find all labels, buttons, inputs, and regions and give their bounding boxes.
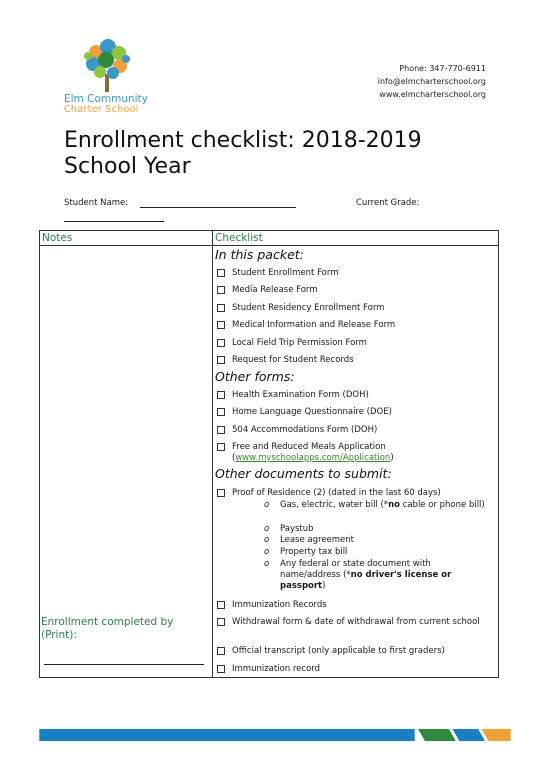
checkbox[interactable] <box>217 647 225 655</box>
meals-application-link[interactable]: www.myschoolapps.com/Application <box>235 453 391 463</box>
checklist-item[interactable]: Withdrawal form & date of withdrawal from current school <box>232 617 497 628</box>
checkbox[interactable] <box>217 286 225 294</box>
checklist-item[interactable]: Local Field Trip Permission Form <box>232 338 497 349</box>
checkbox[interactable] <box>217 304 225 312</box>
checklist-item[interactable]: Health Examination Form (DOH) <box>232 390 497 401</box>
checkbox[interactable] <box>217 339 225 347</box>
page-title: Enrollment checklist: 2018-2019 School Year <box>64 128 422 179</box>
header-divider <box>39 245 499 246</box>
checklist-item[interactable]: Immunization record <box>232 664 497 675</box>
sub-item: o Property tax bill <box>264 547 348 557</box>
notes-header: Notes <box>42 232 73 244</box>
section-packet-title: In this packet: <box>215 247 304 262</box>
checklist-item[interactable]: Request for Student Records <box>232 355 497 366</box>
checklist-item[interactable]: Student Residency Enrollment Form <box>232 303 497 314</box>
checklist-item[interactable]: Media Release Form <box>232 285 497 296</box>
school-logo <box>82 38 132 94</box>
checkbox[interactable] <box>217 391 225 399</box>
sub-item: o Lease agreement <box>264 535 354 545</box>
checklist-header: Checklist <box>215 232 263 244</box>
sub-item: o Paystub <box>264 524 314 534</box>
checklist-item[interactable]: Home Language Questionnaire (DOE) <box>232 407 497 418</box>
checkbox[interactable] <box>217 443 225 451</box>
checkbox[interactable] <box>217 618 225 626</box>
contact-email: info@elmcharterschool.org <box>377 77 486 86</box>
tree-icon <box>82 38 132 94</box>
section-other-docs-title: Other documents to submit: <box>215 466 392 481</box>
enrollment-completed-field[interactable] <box>44 664 204 665</box>
checkbox[interactable] <box>217 489 225 497</box>
current-grade-label: Current Grade: <box>356 198 420 208</box>
contact-phone: Phone: 347-770-6911 <box>399 64 486 73</box>
footer-stripe-bar <box>0 729 550 741</box>
logo-name: Elm Community <box>64 93 148 105</box>
checkbox[interactable] <box>217 426 225 434</box>
column-divider <box>212 230 213 678</box>
checklist-item[interactable]: Immunization Records <box>232 600 497 611</box>
checklist-item[interactable]: Proof of Residence (2) (dated in the last 60 days) <box>232 488 497 499</box>
checkbox[interactable] <box>217 356 225 364</box>
checklist-item[interactable]: Student Enrollment Form <box>232 268 497 279</box>
sub-item: o Any federal or state document with name/address (*no driver's license or passport) <box>264 559 452 591</box>
logo-subname: Charter School <box>64 104 139 115</box>
student-name-field[interactable] <box>140 207 296 208</box>
checklist-item[interactable]: Medical Information and Release Form <box>232 320 497 331</box>
checklist-item[interactable]: 504 Accommodations Form (DOH) <box>232 425 497 436</box>
checklist-item[interactable]: Official transcript (only applicable to first graders) <box>232 646 497 657</box>
checkbox[interactable] <box>217 665 225 673</box>
checkbox[interactable] <box>217 321 225 329</box>
checkbox[interactable] <box>217 601 225 609</box>
checkbox[interactable] <box>217 408 225 416</box>
section-other-forms-title: Other forms: <box>215 369 295 384</box>
checklist-item[interactable]: Free and Reduced Meals Application (www.myschoolapps.com/Application) <box>232 442 497 464</box>
student-name-label: Student Name: <box>64 198 129 208</box>
current-grade-field[interactable] <box>64 221 164 222</box>
enrollment-completed-label: Enrollment completed by (Print): <box>41 616 174 641</box>
checkbox[interactable] <box>217 269 225 277</box>
sub-item: o Gas, electric, water bill (*no cable or phone bill) <box>264 500 485 510</box>
contact-website: www.elmcharterschool.org <box>379 90 486 99</box>
